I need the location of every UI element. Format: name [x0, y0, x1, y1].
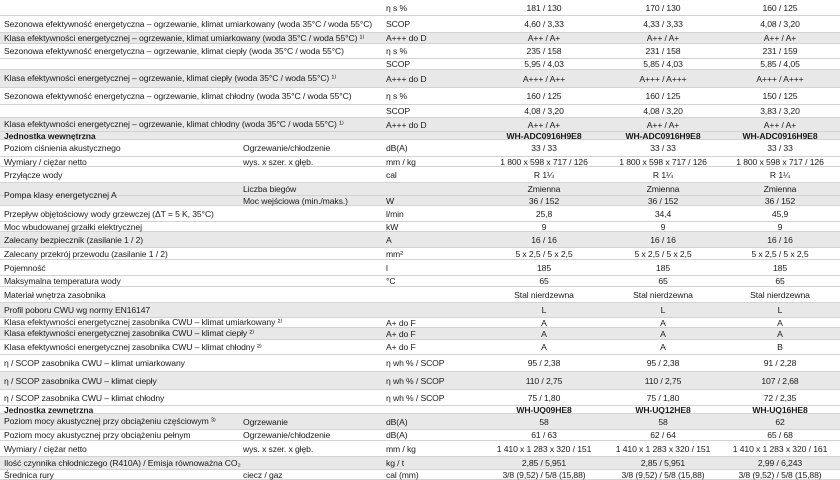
table-row	[0, 183, 840, 196]
value-cell: 9	[541, 221, 547, 232]
value-cell: A	[541, 317, 547, 328]
value-cell: 2,85 / 5,951	[521, 458, 567, 468]
table-row	[0, 287, 840, 303]
value-cell: 185	[536, 262, 552, 273]
row-label: Zalecany bezpiecznik (zasilanie 1 / 2)	[4, 234, 144, 245]
row-sublabel: Moc wejściowa (min./maks.)	[243, 195, 348, 206]
row-label: η / SCOP zasobnika CWU – klimat chłodny	[4, 392, 165, 403]
value-cell: 9	[777, 221, 783, 232]
row-label: Średnica rury	[4, 469, 54, 480]
row-sublabel	[243, 276, 383, 286]
value-cell: 36 / 152	[647, 195, 679, 206]
table-row	[0, 414, 840, 430]
row-unit: W	[386, 195, 395, 206]
row-label	[4, 0, 240, 15]
row-sublabel	[243, 287, 383, 302]
value-cell: 1 800 x 598 x 717 / 126	[619, 156, 707, 167]
value-cell: 62 / 64	[650, 430, 676, 440]
value-cell: 181 / 130	[526, 2, 562, 13]
row-sublabel	[243, 390, 383, 405]
row-sublabel	[243, 222, 383, 231]
table-row	[0, 372, 840, 390]
row-sublabel	[243, 318, 383, 327]
table-row	[0, 441, 840, 457]
value-cell: Stal nierdzewna	[750, 289, 810, 300]
value-cell: 65	[775, 276, 785, 286]
row-sublabel	[243, 206, 383, 221]
row-label: Pojemność	[4, 262, 46, 273]
value-cell: 160 / 125	[645, 91, 681, 101]
row-unit	[386, 303, 482, 317]
row-unit: l/min	[386, 208, 404, 219]
value-cell: 2,99 / 6,243	[757, 458, 803, 468]
table-row	[0, 318, 840, 328]
row-unit	[386, 406, 482, 413]
value-cell: 3/8 (9,52) / 5/8 (15,88)	[738, 469, 822, 480]
value-cell: A++ / A+	[527, 119, 561, 130]
value-cell: Stal nierdzewna	[633, 289, 693, 300]
table-row	[0, 340, 840, 355]
row-unit: A+++ do D	[386, 119, 427, 130]
row-unit: η wh % / SCOP	[386, 375, 445, 386]
value-cell: R 1¼	[652, 169, 674, 180]
value-cell: 4,33 / 3,33	[643, 19, 683, 29]
row-label: Poziom mocy akustycznej przy obciążeniu częściowym ³⁾	[4, 416, 216, 426]
value-cell: 33 / 33	[650, 143, 676, 153]
row-unit: A+++ do D	[386, 33, 427, 43]
value-cell: 58	[658, 416, 668, 427]
row-label	[4, 105, 240, 117]
value-cell: 1 410 x 1 283 x 320 / 151	[496, 443, 592, 454]
value-cell: 4,08 / 3,20	[643, 106, 683, 116]
row-unit: A	[386, 234, 392, 245]
value-cell: L	[660, 305, 666, 315]
table-row	[0, 232, 840, 248]
row-sublabel	[243, 88, 383, 104]
value-cell: 62	[775, 416, 785, 427]
table-row	[0, 88, 840, 105]
table-row	[0, 0, 840, 16]
value-cell: 4,08 / 3,20	[524, 106, 564, 116]
row-unit	[386, 132, 482, 139]
row-sublabel: Liczba biegów	[243, 184, 297, 194]
table-row	[0, 470, 840, 480]
value-cell: 72 / 2,35	[763, 392, 797, 403]
value-cell: A++ / A+	[763, 33, 797, 43]
value-cell: 150 / 125	[762, 91, 798, 101]
value-cell: 4,60 / 3,33	[524, 19, 564, 29]
table-row	[0, 59, 840, 70]
value-cell: 160 / 125	[762, 2, 798, 13]
value-cell: 3,83 / 3,20	[760, 106, 800, 116]
value-cell: 3/8 (9,52) / 5/8 (15,88)	[502, 469, 586, 480]
value-cell: 65	[539, 276, 549, 286]
table-row	[0, 248, 840, 260]
value-cell: B	[777, 342, 783, 352]
row-sublabel	[243, 340, 383, 354]
table-row	[0, 222, 840, 232]
value-cell: 5 x 2,5 / 5 x 2,5	[515, 248, 573, 259]
value-cell: 9	[660, 221, 666, 232]
section-row	[0, 406, 840, 414]
value-cell: L	[541, 305, 547, 315]
value-cell: 91 / 2,28	[763, 358, 797, 368]
table-row	[0, 167, 840, 183]
row-sublabel	[243, 232, 383, 247]
value-cell: 61 / 63	[531, 430, 557, 440]
row-unit: η wh % / SCOP	[386, 358, 445, 368]
value-cell: A	[541, 328, 547, 339]
row-label: Klasa efektywności energetycznej zasobnika CWU – klimat chłodny ²⁾	[4, 341, 262, 352]
table-row	[0, 457, 840, 470]
row-unit: SCOP	[386, 19, 410, 29]
value-cell: 185	[655, 262, 671, 273]
row-label: Klasa efektywności energetycznej zasobnika CWU – klimat ciepły ²⁾	[4, 328, 255, 338]
table-row	[0, 355, 840, 372]
value-cell: 1 800 x 598 x 717 / 126	[736, 156, 824, 167]
value-cell: A+++ / A+++	[639, 73, 687, 84]
table-row	[0, 260, 840, 276]
row-unit: mm / kg	[386, 156, 416, 167]
row-sublabel	[243, 248, 383, 259]
row-sublabel	[243, 457, 383, 469]
table-row	[0, 16, 840, 33]
row-sublabel: Ogrzewanie	[243, 416, 288, 427]
table-row	[0, 70, 840, 88]
row-unit: η s %	[386, 2, 407, 13]
value-cell: Zmienna	[763, 184, 797, 194]
table-row	[0, 105, 840, 118]
row-unit: cal (mm)	[386, 469, 419, 480]
row-unit: η s %	[386, 91, 407, 101]
section-row	[0, 132, 840, 140]
row-unit: A+ do F	[386, 342, 416, 352]
row-sublabel	[243, 70, 383, 87]
row-unit: A+++ do D	[386, 73, 427, 84]
value-cell: Zmienna	[646, 184, 680, 194]
row-label	[4, 59, 240, 69]
value-cell: A+++ / A++	[522, 73, 566, 84]
value-cell: 170 / 130	[645, 2, 681, 13]
table-row	[0, 33, 840, 44]
row-sublabel: wys. x szer. x głęb.	[243, 443, 314, 454]
row-label: η / SCOP zasobnika CWU – klimat umiarkowany	[4, 358, 185, 368]
row-sublabel	[243, 167, 383, 182]
value-cell: WH-UQ09HE8	[516, 404, 572, 415]
value-cell: 5 x 2,5 / 5 x 2,5	[751, 248, 809, 259]
row-sublabel	[243, 16, 383, 32]
value-cell: 107 / 2,68	[761, 375, 799, 386]
pump-label: Pompa klasy energetycznej A	[4, 189, 117, 200]
row-label: Poziom ciśnienia akustycznego	[4, 143, 121, 153]
row-unit: mm²	[386, 248, 403, 259]
row-sublabel	[243, 33, 383, 43]
row-unit: dB(A)	[386, 416, 408, 427]
row-label: Materiał wnętrza zasobnika	[4, 289, 106, 300]
row-unit: SCOP	[386, 59, 410, 69]
value-cell: 185	[772, 262, 788, 273]
value-cell: A	[777, 317, 783, 328]
row-unit: kW	[386, 221, 399, 232]
row-unit: η wh % / SCOP	[386, 392, 445, 403]
row-unit: dB(A)	[386, 430, 408, 440]
table-row	[0, 206, 840, 222]
row-unit	[386, 183, 482, 195]
row-label: Przyłącze wody	[4, 169, 63, 180]
value-cell: A	[660, 328, 666, 339]
row-unit: l	[386, 262, 388, 273]
value-cell: 1 800 x 598 x 717 / 126	[500, 156, 588, 167]
row-label: Klasa efektywności energetycznej zasobnika CWU – klimat umiarkowany ²⁾	[4, 317, 283, 327]
row-sublabel	[243, 260, 383, 275]
row-sublabel	[243, 105, 383, 117]
row-unit: η s %	[386, 46, 407, 56]
row-sublabel	[243, 118, 383, 131]
row-unit: A+ do F	[386, 328, 416, 339]
value-cell: 75 / 1,80	[646, 392, 680, 403]
row-sublabel	[243, 0, 383, 15]
value-cell: 231 / 159	[762, 46, 798, 56]
value-cell: 33 / 33	[531, 143, 557, 153]
value-cell: 65	[658, 276, 668, 286]
value-cell: 16 / 16	[531, 234, 557, 245]
table-row	[0, 196, 840, 206]
value-cell: 231 / 158	[645, 46, 681, 56]
row-sublabel: Ogrzewanie/chłodzenie	[243, 430, 331, 440]
row-unit: °C	[386, 276, 396, 286]
value-cell: 36 / 152	[528, 195, 560, 206]
value-cell: 95 / 2,38	[646, 358, 680, 368]
row-sublabel	[243, 44, 383, 58]
row-label: Sezonowa efektywność energetyczna – ogrzewanie, klimat ciepły (woda 35°C / woda 55°C)	[4, 46, 344, 56]
row-unit: kg / t	[386, 458, 405, 468]
row-unit	[386, 287, 482, 302]
row-sublabel	[243, 132, 383, 139]
value-cell: 110 / 2,75	[525, 375, 563, 386]
row-label: Zalecany przekrój przewodu (zasilanie 1 / 2)	[4, 248, 168, 259]
value-cell: 3/8 (9,52) / 5/8 (15,88)	[621, 469, 705, 480]
row-label: Jednostka wewnętrzna	[4, 130, 96, 141]
value-cell: 16 / 16	[650, 234, 676, 245]
value-cell: 2,85 / 5,951	[640, 458, 686, 468]
row-label: Klasa efektywności energetycznej – ogrzewanie, klimat chłodny (woda 35°C / woda 55°C) ¹⁾	[4, 119, 344, 129]
value-cell: 1 410 x 1 283 x 320 / 161	[732, 443, 828, 454]
value-cell: L	[777, 305, 783, 315]
value-cell: 58	[539, 416, 549, 427]
row-label: Jednostka zewnętrzna	[4, 404, 94, 415]
row-sublabel	[243, 303, 383, 317]
value-cell: 110 / 2,75	[644, 375, 682, 386]
value-cell: A+++ / A+++	[756, 73, 804, 84]
row-unit: dB(A)	[386, 143, 408, 153]
row-label: Ilość czynnika chłodniczego (R410A) / Emisja równoważna CO₂	[4, 458, 241, 468]
table-row	[0, 140, 840, 157]
table-row	[0, 303, 840, 318]
table-row	[0, 276, 840, 287]
value-cell: 34,4	[654, 208, 672, 219]
table-row	[0, 44, 840, 59]
value-cell: A++ / A+	[763, 119, 797, 130]
value-cell: WH-ADC0916H9E8	[742, 130, 818, 141]
row-label: Sezonowa efektywność energetyczna – ogrzewanie, klimat umiarkowany (woda 35°C / woda 55°C)	[4, 19, 373, 29]
value-cell: 235 / 158	[526, 46, 562, 56]
table-row	[0, 328, 840, 340]
value-cell: 5,85 / 4,05	[760, 59, 800, 69]
value-cell: R 1¼	[769, 169, 791, 180]
row-unit: mm / kg	[386, 443, 416, 454]
row-sublabel	[243, 328, 383, 339]
value-cell: WH-UQ16HE8	[752, 404, 808, 415]
value-cell: 5,95 / 4,03	[524, 59, 564, 69]
value-cell: 5 x 2,5 / 5 x 2,5	[634, 248, 692, 259]
row-label: Wymiary / ciężar netto	[4, 443, 87, 454]
value-cell: A++ / A+	[646, 119, 680, 130]
value-cell: 95 / 2,38	[527, 358, 561, 368]
value-cell: A	[777, 328, 783, 339]
table-row	[0, 390, 840, 406]
value-cell: A	[660, 317, 666, 328]
table-row	[0, 118, 840, 132]
value-cell: WH-ADC0916H9E8	[506, 130, 582, 141]
value-cell: WH-UQ12HE8	[635, 404, 691, 415]
row-label: Przepływ objętościowy wody grzewczej (ΔT = 5 K, 35°C)	[4, 208, 214, 219]
row-label: Moc wbudowanej grzałki elektrycznej	[4, 221, 142, 232]
value-cell: 16 / 16	[767, 234, 793, 245]
row-unit: A+ do F	[386, 317, 416, 328]
row-label: Sezonowa efektywność energetyczna – ogrzewanie, klimat chłodny (woda 35°C / woda 55°C)	[4, 91, 352, 101]
value-cell: 1 410 x 1 283 x 320 / 151	[615, 443, 711, 454]
value-cell: 33 / 33	[767, 143, 793, 153]
row-sublabel	[243, 355, 383, 371]
row-sublabel: Ogrzewanie/chłodzenie	[243, 143, 331, 153]
value-cell: 5,85 / 4,03	[643, 59, 683, 69]
row-label: Klasa efektywności energetycznej – ogrzewanie, klimat umiarkowany (woda 35°C / woda 55°C) ¹⁾	[4, 32, 365, 43]
row-sublabel	[243, 59, 383, 69]
value-cell: 45,9	[771, 208, 789, 219]
row-label: Maksymalna temperatura wody	[4, 276, 121, 286]
row-sublabel	[243, 406, 383, 413]
row-label: Poziom mocy akustycznej przy obciążeniu pełnym	[4, 430, 191, 440]
value-cell: 25,8	[535, 208, 553, 219]
value-cell: A++ / A+	[527, 33, 561, 43]
value-cell: A	[541, 342, 547, 352]
row-label: Profil poboru CWU wg normy EN16147	[4, 305, 151, 315]
value-cell: R 1¼	[533, 169, 555, 180]
table-row	[0, 430, 840, 441]
row-label: Klasa efektywności energetycznej – ogrzewanie, klimat ciepły (woda 35°C / woda 55°C) ¹⁾	[4, 73, 337, 83]
row-unit: cal	[386, 169, 397, 180]
row-sublabel	[243, 372, 383, 389]
value-cell: WH-ADC0916H9E8	[625, 130, 701, 141]
value-cell: A	[660, 342, 666, 352]
value-cell: Stal nierdzewna	[514, 289, 574, 300]
row-sublabel: ciecz / gaz	[243, 469, 283, 480]
value-cell: 160 / 125	[526, 91, 562, 101]
row-sublabel: wys. x szer. x głęb.	[243, 156, 314, 167]
value-cell: 65 / 68	[767, 430, 793, 440]
row-label: η / SCOP zasobnika CWU – klimat ciepły	[4, 375, 157, 386]
value-cell: 75 / 1,80	[527, 392, 561, 403]
value-cell: 36 / 152	[764, 195, 796, 206]
table-row	[0, 157, 840, 167]
row-label: Wymiary / ciężar netto	[4, 156, 87, 167]
row-unit: SCOP	[386, 106, 410, 116]
value-cell: 4,08 / 3,20	[760, 19, 800, 29]
value-cell: Zmienna	[527, 184, 561, 194]
value-cell: A++ / A+	[646, 33, 680, 43]
